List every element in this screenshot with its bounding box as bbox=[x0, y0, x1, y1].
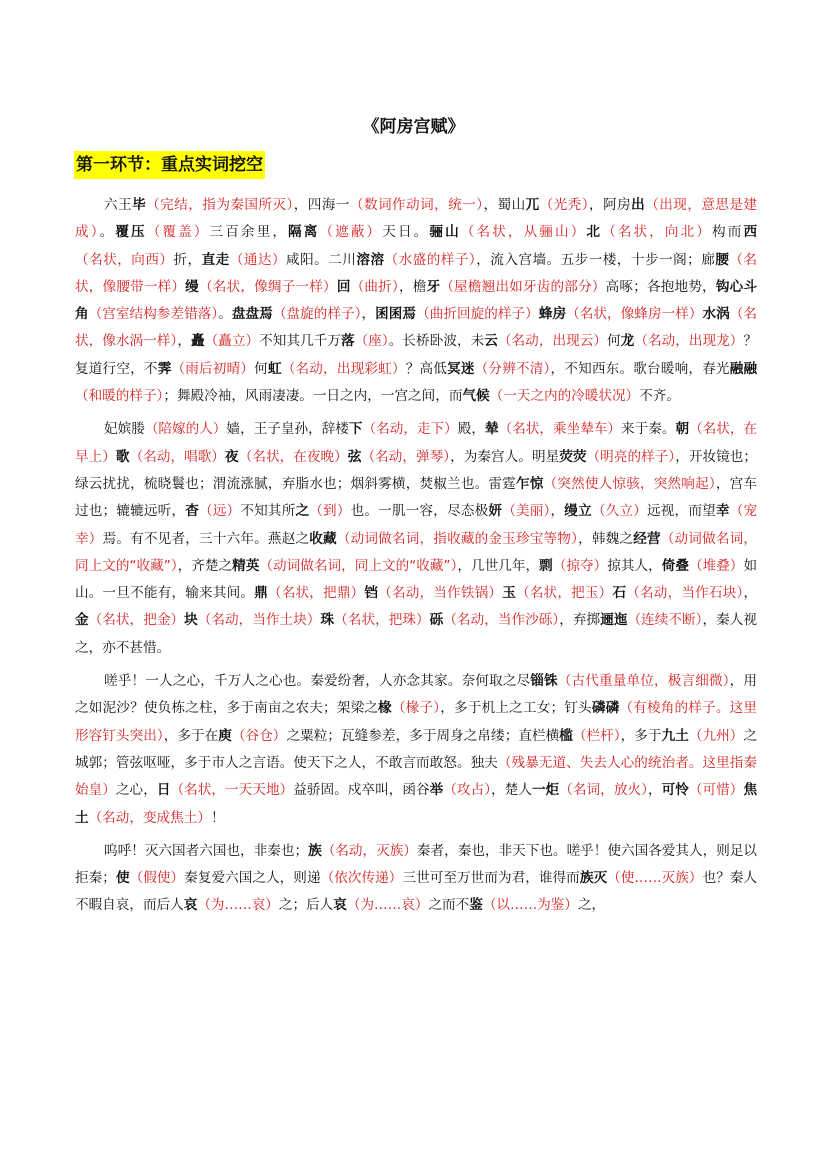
annotation: （依次传递） bbox=[320, 870, 403, 887]
key-term: 举 bbox=[429, 782, 444, 799]
annotation: （盘旋的样子） bbox=[272, 306, 362, 323]
annotation: （古代重量单位，极言细微） bbox=[557, 673, 730, 690]
key-term: 乍惊 bbox=[515, 475, 544, 492]
key-term: 蜂房 bbox=[538, 306, 567, 323]
text-run: 三百余里， bbox=[209, 224, 289, 241]
key-term: 鼎 bbox=[254, 585, 268, 602]
key-term: 回 bbox=[336, 278, 351, 295]
text-run: 之城郭；管弦呕哑，多于市人之言语。使天下之人，不敢言而敢怒。独夫 bbox=[75, 727, 758, 771]
annotation: （分辨不清） bbox=[474, 360, 551, 377]
annotation: （名状，乘坐辇车） bbox=[498, 421, 622, 438]
annotation: （名状，把玉） bbox=[515, 585, 613, 602]
key-term: 落 bbox=[341, 333, 355, 350]
text-run: ， bbox=[647, 782, 662, 799]
text-run: ，流入宫墙。五步一楼，十步一阁；廊 bbox=[476, 251, 716, 268]
annotation: （和暖的样子） bbox=[75, 388, 164, 405]
text-run: ，几世几年， bbox=[457, 557, 540, 574]
key-term: 经营 bbox=[633, 530, 661, 547]
key-term: 族 bbox=[308, 842, 322, 859]
text-run: 。长桥卧波，未 bbox=[388, 333, 485, 350]
annotation: （曲折回旋的样子） bbox=[416, 306, 539, 323]
paragraph-2 bbox=[75, 416, 757, 662]
text-run: 之心， bbox=[115, 782, 157, 799]
text-run: 不齐。 bbox=[639, 388, 680, 405]
key-term: 牙 bbox=[426, 278, 441, 295]
annotation: （掠夺） bbox=[552, 557, 608, 574]
key-term: 石 bbox=[612, 585, 627, 602]
key-term: 焦土 bbox=[75, 782, 758, 826]
text-run: ，多于在 bbox=[163, 727, 219, 744]
key-term: 剽 bbox=[539, 557, 553, 574]
text-run: 构而 bbox=[712, 224, 744, 241]
key-term: 妍 bbox=[488, 503, 503, 520]
text-run: 焉。有不见者，三十六年。燕赵之 bbox=[102, 530, 310, 547]
annotation: （名动，弹琴） bbox=[361, 448, 451, 465]
text-run: ，多于机上之工女；钉头 bbox=[440, 700, 592, 717]
text-run: 。 bbox=[99, 224, 116, 241]
text-run: 远视，而望 bbox=[647, 503, 716, 520]
text-run: 秦者，秦也，非天下也。嗟乎！使六国各爱其人，则足以拒秦； bbox=[75, 842, 758, 887]
key-term: 水涡 bbox=[702, 306, 730, 323]
text-run: ，阿房 bbox=[589, 197, 632, 213]
key-term: 椽 bbox=[378, 700, 392, 717]
annotation: （为……哀） bbox=[197, 897, 279, 914]
key-term: 隔离 bbox=[288, 224, 320, 241]
annotation: （动词做名词，同上文的“收藏”） bbox=[259, 557, 458, 574]
key-term: 哀 bbox=[333, 897, 347, 914]
key-term: 北 bbox=[586, 224, 603, 241]
text-run: ，韩魏之 bbox=[578, 530, 634, 547]
text-run: 咸阳。二川 bbox=[286, 251, 357, 268]
key-term: 毕 bbox=[132, 197, 147, 213]
annotation: （矗立） bbox=[204, 333, 260, 350]
annotation: （谷仓） bbox=[231, 727, 287, 744]
annotation: （名状，从骊山） bbox=[460, 224, 587, 241]
section-heading: 第一环节：重点实词挖空 bbox=[74, 151, 265, 179]
text-run: ！ bbox=[210, 809, 225, 826]
annotation: （残暴无道、失去人心的统治者。这里指秦始皇） bbox=[75, 754, 758, 799]
document-title: 《阿房宫赋》 bbox=[362, 117, 465, 137]
paragraph-4 bbox=[75, 838, 757, 920]
annotation: （水盛的样子） bbox=[384, 251, 477, 268]
key-term: 矗 bbox=[190, 333, 205, 350]
annotation: （远） bbox=[199, 503, 241, 520]
annotation: （名动，唱歌） bbox=[129, 448, 226, 465]
text-run: 之而不 bbox=[428, 897, 470, 914]
text-run: ，宫车过也；辘辘远听， bbox=[75, 475, 758, 520]
key-term: 盘盘焉 bbox=[231, 306, 273, 323]
key-term: 弦 bbox=[347, 448, 362, 465]
key-term: 砾 bbox=[429, 612, 444, 629]
annotation: （陪嫁的人） bbox=[144, 421, 227, 438]
key-term: 龙 bbox=[620, 333, 635, 350]
key-term: 缦立 bbox=[564, 503, 592, 520]
text-run: 六王 bbox=[104, 197, 133, 213]
annotation: （椽子） bbox=[391, 700, 441, 717]
text-run: 折， bbox=[173, 251, 202, 268]
text-run: 也？秦人不暇自哀，而后人 bbox=[75, 870, 758, 914]
annotation: （有棱角的样子。这里形容钉头突出） bbox=[75, 700, 758, 744]
text-run: ，秦人视之，亦不甚惜。 bbox=[75, 612, 758, 656]
annotation: （名动，当作铁锅） bbox=[378, 585, 503, 602]
text-run: ，为秦宫人。明星 bbox=[450, 448, 560, 465]
text-run: ？复道行空，不 bbox=[75, 333, 758, 377]
annotation: （以……为鉴） bbox=[482, 897, 578, 914]
key-term: 虹 bbox=[267, 360, 282, 377]
key-term: 霁 bbox=[157, 360, 172, 377]
text-run: ，开妆镜也；绿云扰扰，梳晓鬟也；渭流涨腻，弃脂水也；烟斜雾横，焚椒兰也。雷霆 bbox=[75, 448, 758, 492]
text-run: 何 bbox=[607, 333, 621, 350]
key-term: 鉴 bbox=[469, 897, 483, 914]
text-run: 天日。 bbox=[382, 224, 430, 241]
annotation: （通达） bbox=[229, 251, 287, 268]
key-term: 下 bbox=[348, 421, 363, 438]
annotation: （名状，一天天地） bbox=[170, 782, 294, 799]
text-run: ；舞殿冷袖，风雨凄凄。一日之内，一宫之间，而 bbox=[163, 388, 463, 405]
annotation: （假使） bbox=[129, 870, 185, 887]
annotation: （光秃） bbox=[539, 197, 590, 213]
annotation: （名动，当作沙砾） bbox=[443, 612, 560, 629]
annotation: （连续不断） bbox=[627, 612, 703, 629]
key-term: 西 bbox=[743, 224, 758, 241]
annotation: （名动，出现彩虹） bbox=[281, 360, 406, 377]
text-run: 不知其几千万 bbox=[259, 333, 342, 350]
annotation: （名状，像绸子一样） bbox=[199, 278, 337, 295]
text-run: ，用之如泥沙？使负栋之柱，多于南亩之农夫；架梁之 bbox=[75, 673, 757, 717]
text-run: 高啄；各抱地势， bbox=[605, 278, 716, 295]
annotation: （曲折） bbox=[350, 278, 399, 295]
annotation: （明亮的样子） bbox=[586, 448, 676, 465]
key-term: 逦迤 bbox=[600, 612, 628, 629]
annotation: （名状，像腰带一样） bbox=[75, 251, 758, 295]
key-term: 夜 bbox=[225, 448, 239, 465]
annotation: （动词做名词，指收藏的金玉珍宝等物） bbox=[336, 530, 579, 547]
key-term: 槛 bbox=[559, 727, 573, 744]
annotation: （突然使人惊骇，突然响起） bbox=[543, 475, 716, 492]
key-term: 幸 bbox=[715, 503, 730, 520]
annotation: （名词，放火） bbox=[559, 782, 648, 799]
text-run: ，楚人 bbox=[491, 782, 532, 799]
annotation: （雨后初晴） bbox=[171, 360, 255, 377]
key-term: 珠 bbox=[320, 612, 335, 629]
annotation: （久立） bbox=[591, 503, 647, 520]
key-term: 一炬 bbox=[531, 782, 560, 799]
key-term: 融融 bbox=[729, 360, 758, 377]
annotation: （名状，像蜂房一样） bbox=[566, 306, 703, 323]
paragraph-1 bbox=[75, 192, 757, 410]
text-run: 来于秦。 bbox=[621, 421, 676, 438]
text-run: 三世可至万世而为君，谁得而 bbox=[402, 870, 580, 887]
key-term: 磷磷 bbox=[591, 700, 620, 717]
annotation: （名动，当作土块） bbox=[197, 612, 321, 629]
text-run: ， bbox=[177, 333, 191, 350]
annotation: （数词作动词，统一） bbox=[349, 197, 484, 213]
paragraph-3 bbox=[75, 668, 757, 832]
text-run: 益骄固。戍卒叫，函谷 bbox=[293, 782, 430, 799]
key-term: 庾 bbox=[218, 727, 232, 744]
text-run: 不知其所 bbox=[240, 503, 296, 520]
key-term: 朝 bbox=[675, 421, 690, 438]
text-run: 也。一肌一容，尽态极 bbox=[350, 503, 489, 520]
text-run: 。 bbox=[218, 306, 232, 323]
text-run: 之， bbox=[577, 897, 606, 914]
annotation: （遮蔽） bbox=[319, 224, 383, 241]
annotation: （名状，像水涡一样） bbox=[75, 306, 758, 350]
key-term: 气候 bbox=[462, 388, 490, 405]
key-term: 腰 bbox=[715, 251, 730, 268]
key-term: 精英 bbox=[232, 557, 260, 574]
text-run: ，多于 bbox=[620, 727, 662, 744]
key-term: 块 bbox=[184, 612, 198, 629]
annotation: （名动，出现龙） bbox=[634, 333, 744, 350]
annotation: （可惜） bbox=[688, 782, 744, 799]
key-term: 荧荧 bbox=[559, 448, 587, 465]
text-run: ，檐 bbox=[398, 278, 427, 295]
text-run: ， bbox=[743, 585, 758, 602]
annotation: （名动，变成焦土） bbox=[88, 809, 211, 826]
annotation: （名动，走下） bbox=[362, 421, 458, 438]
annotation: （动词做名词，同上文的“收藏”） bbox=[75, 530, 758, 574]
key-term: 锱铢 bbox=[530, 673, 558, 690]
annotation: （宫室结构参差错落） bbox=[88, 306, 219, 323]
annotation: （完结，指为秦国所灭） bbox=[146, 197, 294, 213]
key-term: 骊山 bbox=[429, 224, 461, 241]
key-term: 覆压 bbox=[115, 224, 147, 241]
key-term: 金 bbox=[75, 612, 89, 629]
text-run: 妃嫔媵 bbox=[104, 421, 145, 438]
text-run: ，弃掷 bbox=[559, 612, 601, 629]
text-run: ，不知西东。歌台暖响，春光 bbox=[550, 360, 730, 377]
key-term: 辇 bbox=[484, 421, 499, 438]
annotation: （名状，把鼎） bbox=[267, 585, 365, 602]
annotation: （名状，向西） bbox=[75, 251, 174, 268]
key-term: 冥迷 bbox=[447, 360, 475, 377]
annotation: （为……哀） bbox=[346, 897, 429, 914]
key-term: 囷囷焉 bbox=[375, 306, 417, 323]
key-term: 歌 bbox=[115, 448, 130, 465]
annotation: （到） bbox=[309, 503, 351, 520]
annotation: （名状，在夜晚） bbox=[238, 448, 348, 465]
key-term: 兀 bbox=[525, 197, 540, 213]
key-term: 直走 bbox=[201, 251, 230, 268]
key-term: 倚叠 bbox=[661, 557, 689, 574]
key-term: 钩心斗角 bbox=[75, 278, 758, 323]
text-run: 呜呼！灭六国者六国也，非秦也； bbox=[104, 842, 309, 859]
key-term: 收藏 bbox=[309, 530, 337, 547]
text-run: 殿， bbox=[457, 421, 485, 438]
text-run: 何 bbox=[254, 360, 268, 377]
text-run: ，四海一 bbox=[293, 197, 350, 213]
key-term: 九土 bbox=[661, 727, 689, 744]
key-term: 出 bbox=[631, 197, 646, 213]
text-run: ，蜀山 bbox=[483, 197, 526, 213]
annotation: （一天之内的冷暖状况） bbox=[489, 388, 640, 405]
annotation: （屋檐翘出如牙齿的部分） bbox=[440, 278, 606, 295]
annotation: （使……灭族） bbox=[607, 870, 703, 887]
key-term: 族灭 bbox=[579, 870, 608, 887]
key-term: 杳 bbox=[185, 503, 200, 520]
text-run: ？高低 bbox=[405, 360, 448, 377]
text-run: 掠其人， bbox=[607, 557, 662, 574]
document-body bbox=[75, 192, 757, 926]
key-term: 使 bbox=[115, 870, 130, 887]
key-term: 可怜 bbox=[661, 782, 689, 799]
key-term: 溶溶 bbox=[356, 251, 385, 268]
text-run: ， bbox=[361, 306, 376, 323]
text-run: 之；后人 bbox=[278, 897, 334, 914]
annotation: （名动，出现云） bbox=[497, 333, 608, 350]
annotation: （名状，把珠） bbox=[334, 612, 430, 629]
annotation: （九州） bbox=[688, 727, 744, 744]
annotation: （名状，在早上） bbox=[75, 421, 758, 465]
annotation: （出现，意思是建成） bbox=[75, 197, 758, 241]
text-run: 秦复爱六国之人，则递 bbox=[184, 870, 321, 887]
annotation: （宠幸） bbox=[75, 503, 758, 547]
key-term: 哀 bbox=[183, 897, 198, 914]
key-term: 玉 bbox=[502, 585, 516, 602]
annotation: （名动，当作石块） bbox=[626, 585, 744, 602]
key-term: 日 bbox=[156, 782, 171, 799]
text-run: 嫱，王子皇孙，辞楼 bbox=[226, 421, 349, 438]
annotation: （名状，向北） bbox=[602, 224, 713, 241]
annotation: （堆叠） bbox=[688, 557, 744, 574]
annotation: （美丽） bbox=[502, 503, 551, 520]
text-run: ，齐楚之 bbox=[177, 557, 233, 574]
text-run: 之粟粒；瓦缝参差，多于周身之帛缕；直栏横 bbox=[286, 727, 560, 744]
key-term: 之 bbox=[295, 503, 310, 520]
annotation: （覆盖） bbox=[146, 224, 210, 241]
annotation: （座） bbox=[354, 333, 389, 350]
text-run: 如山。一旦不能有，输来其间。 bbox=[75, 557, 758, 602]
key-term: 缦 bbox=[185, 278, 200, 295]
annotation: （名状，把金） bbox=[88, 612, 185, 629]
key-term: 云 bbox=[484, 333, 498, 350]
text-run: ， bbox=[550, 503, 565, 520]
annotation: （名动，灭族） bbox=[321, 842, 417, 859]
key-term: 铛 bbox=[364, 585, 379, 602]
annotation: （攻占） bbox=[443, 782, 492, 799]
text-run: 嗟乎！一人之心，千万人之心也。秦爱纷奢，人亦念其家。奈何取之尽 bbox=[104, 673, 531, 690]
annotation: （栏杆） bbox=[572, 727, 621, 744]
